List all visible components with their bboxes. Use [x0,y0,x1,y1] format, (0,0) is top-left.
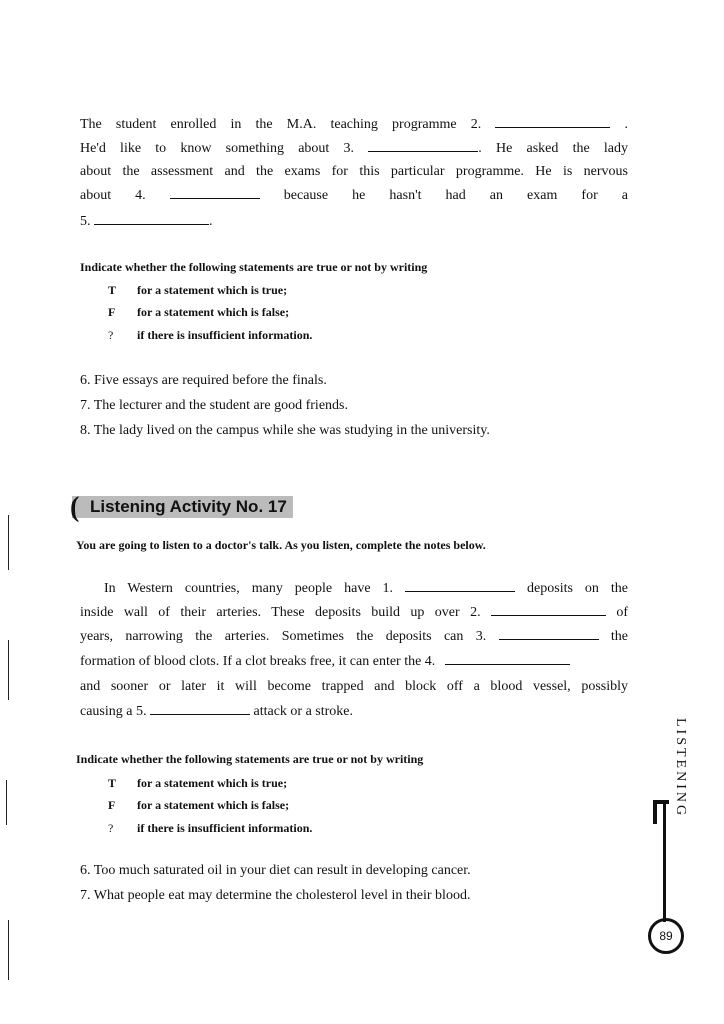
text: of [616,605,629,620]
crescent-icon: ( [70,492,80,523]
text-line: and sooner or later it will become trapped and block off a blood vessel, possibly [80,679,628,694]
text-line [80,629,628,645]
option-key: ? [108,328,114,342]
text-line [80,704,628,720]
option-text: for a statement which is false; [137,798,290,812]
blank-5[interactable] [94,214,209,225]
text-line [80,188,628,204]
text-line [80,117,628,133]
statement: 6. Too much saturated oil in your diet can result in developing cancer. [80,863,471,878]
text: He'd like to know something about 3. [80,141,355,156]
blank-5[interactable] [150,704,250,715]
option-key: T [108,283,117,297]
text: the [610,629,629,644]
text-line [104,581,628,597]
text: attack or a stroke. [253,704,353,719]
section-side-label: LISTENING [673,718,688,819]
key-shaft [663,802,666,922]
statement: 6. Five essays are required before the finals. [80,373,327,388]
page-number: 89 [648,918,684,954]
activity-heading [70,492,293,523]
scan-mark [8,515,9,570]
text: In Western countries, many people have 1. [104,581,394,596]
text: . He asked the lady [478,141,628,156]
blank-1[interactable] [405,581,515,592]
option-text: for a statement which is true; [137,283,288,297]
statement: 7. What people eat may determine the cholesterol level in their blood. [80,888,471,903]
scan-mark [6,780,7,825]
blank-3[interactable] [499,629,599,640]
statement: 8. The lady lived on the campus while she was studying in the university. [80,423,490,438]
text: formation of blood clots. If a clot breaks free, it can enter the 4. [80,654,436,669]
text: years, narrowing the arteries. Sometimes the deposits can 3. [80,629,487,644]
text: The student enrolled in the M.A. teaching programme 2. [80,117,482,132]
text-line [80,654,628,670]
text: about 4. [80,188,146,203]
blank-4[interactable] [170,188,260,199]
text-line: about the assessment and the exams for this particular programme. He is nervous [80,164,628,179]
instruction: Indicate whether the following statements are true or not by writing [76,752,424,766]
option-text: for a statement which is false; [137,305,290,319]
scan-mark [8,640,9,700]
text: inside wall of their arteries. These deposits build up over 2. [80,605,481,620]
key-icon [653,800,669,824]
text-line [80,214,628,230]
text: 5. [80,214,91,229]
blank-4[interactable] [445,654,570,665]
option-text: if there is insufficient information. [137,821,313,835]
instruction: Indicate whether the following statements are true or not by writing [80,260,428,274]
statement: 7. The lecturer and the student are good friends. [80,398,348,413]
option-key: T [108,776,117,790]
blank-2[interactable] [495,117,610,128]
activity-subtitle: You are going to listen to a doctor's talk. As you listen, complete the notes below. [76,538,486,552]
blank-3[interactable] [368,141,478,152]
text: because he hasn't had an exam for a [283,188,629,203]
option-key: ? [108,821,114,835]
text-line [80,141,628,157]
heading-text: Listening Activity No. 17 [90,497,287,516]
option-key: F [108,798,116,812]
text-line [80,605,628,621]
option-text: if there is insufficient information. [137,328,313,342]
blank-2[interactable] [491,605,606,616]
scan-mark [8,920,9,980]
text: . [209,214,213,229]
text: causing a 5. [80,704,147,719]
text: deposits on the [527,581,629,596]
option-text: for a statement which is true; [137,776,288,790]
text: . [624,117,628,132]
option-key: F [108,305,116,319]
